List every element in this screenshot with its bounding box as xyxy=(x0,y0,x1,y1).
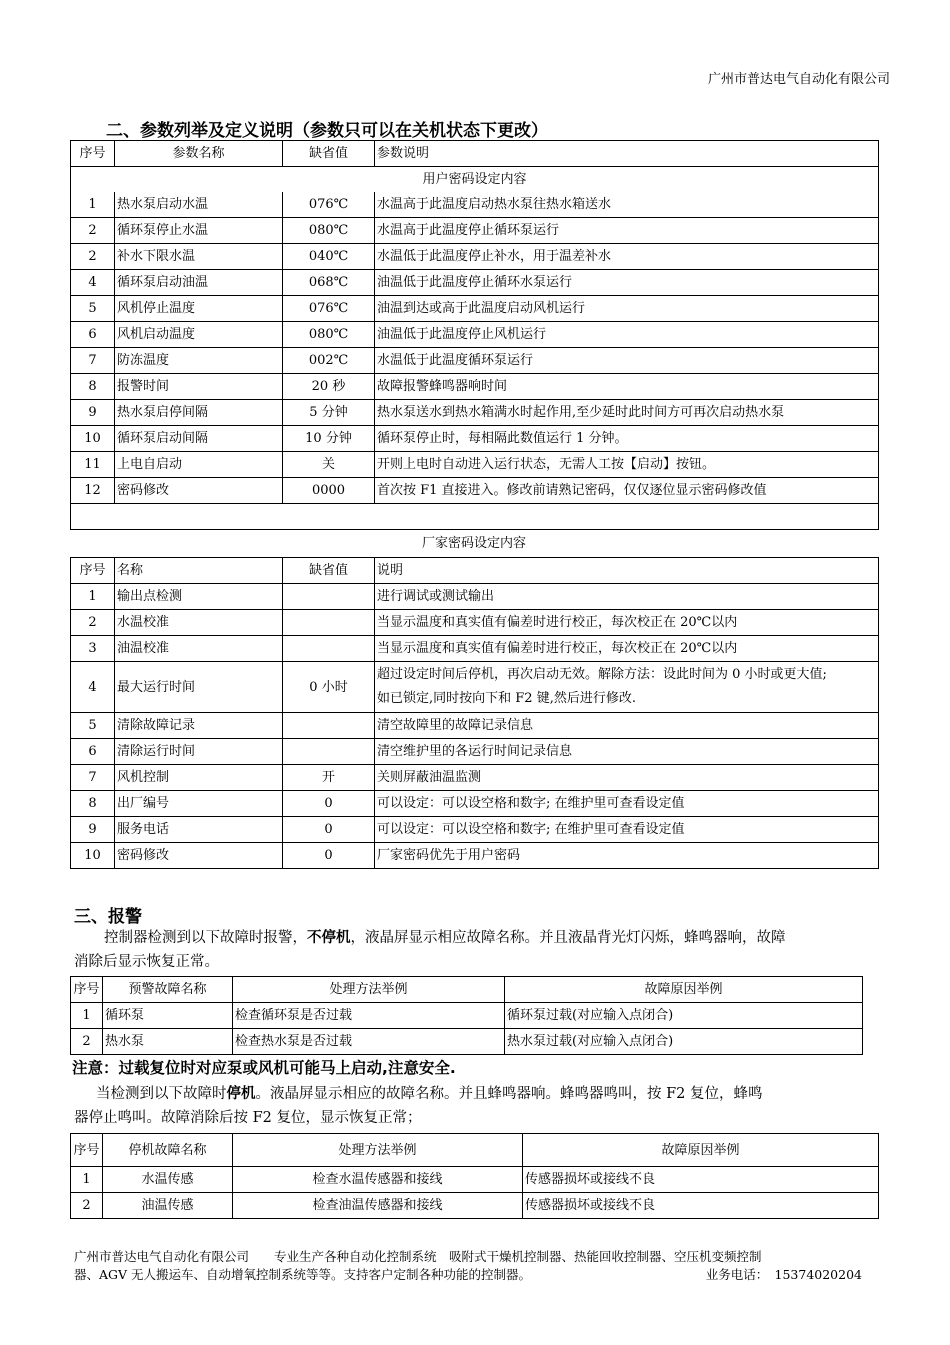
cell-no: 2 xyxy=(71,1029,103,1055)
cell-default: 068℃ xyxy=(283,270,375,296)
cell-desc xyxy=(375,662,879,713)
cell-default: 0000 xyxy=(283,478,375,504)
cell-no: 5 xyxy=(71,713,115,739)
th-desc: 参数说明 xyxy=(375,141,879,167)
table-row xyxy=(71,610,879,636)
cell-method: 检查热水泵是否过载 xyxy=(233,1029,505,1055)
cell-name: 油温校准 xyxy=(115,636,283,662)
table-row xyxy=(71,817,879,843)
cell-cause: 传感器损坏或接线不良 xyxy=(523,1193,879,1219)
table-row xyxy=(71,218,879,244)
stop-paragraph xyxy=(74,1082,874,1130)
cell-default xyxy=(283,610,375,636)
table-row xyxy=(71,426,879,452)
cell-no: 4 xyxy=(71,662,115,713)
safety-notice: 注意：过载复位时对应泵或风机可能马上启动,注意安全. xyxy=(72,1059,456,1077)
cell-default: 10 分钟 xyxy=(283,426,375,452)
cell-name: 出厂编号 xyxy=(115,791,283,817)
cell-name: 热水泵启停间隔 xyxy=(115,400,283,426)
cell-no: 10 xyxy=(71,843,115,869)
cell-name: 循环泵停止水温 xyxy=(115,218,283,244)
blank-row xyxy=(71,504,879,530)
cell-name: 服务电话 xyxy=(115,817,283,843)
cell-name: 热水泵启动水温 xyxy=(115,192,283,218)
table-row xyxy=(71,296,879,322)
cell-desc-line2: 如已锁定,同时按向下和 F2 键,然后进行修改. xyxy=(377,691,636,706)
cell-default: 0 xyxy=(283,817,375,843)
cell-no: 7 xyxy=(71,765,115,791)
cell-default: 20 秒 xyxy=(283,374,375,400)
factory-section-label: 厂家密码设定内容 xyxy=(421,536,526,551)
cell-desc: 水温高于此温度停止循环泵运行 xyxy=(375,218,879,244)
para1-b: ，液晶屏显示相应故障名称。并且液晶背光灯闪烁，蜂鸣器响，故障 xyxy=(350,930,786,946)
cell-default: 080℃ xyxy=(283,218,375,244)
cell-default: 076℃ xyxy=(283,296,375,322)
table-row xyxy=(71,739,879,765)
cell-name: 防冻温度 xyxy=(115,348,283,374)
cell-default: 080℃ xyxy=(283,322,375,348)
cell-no: 9 xyxy=(71,400,115,426)
cell-name: 循环泵启动油温 xyxy=(115,270,283,296)
cell-no: 8 xyxy=(71,791,115,817)
cell-name: 报警时间 xyxy=(115,374,283,400)
cell-desc: 热水泵送水到热水箱满水时起作用,至少延时此时间方可再次启动热水泵 xyxy=(375,400,879,426)
table-row xyxy=(71,322,879,348)
cell-no: 6 xyxy=(71,739,115,765)
cell-no: 7 xyxy=(71,348,115,374)
factory-param-table xyxy=(70,557,879,869)
table-row xyxy=(71,843,879,869)
para2-c: 器停止鸣叫。故障消除后按 F2 复位，显示恢复正常； xyxy=(74,1110,422,1126)
cell-default: 076℃ xyxy=(283,192,375,218)
cell-name: 风机停止温度 xyxy=(115,296,283,322)
cell-desc: 可以设定：可以设空格和数字; 在维护里可查看设定值 xyxy=(375,817,879,843)
cell-name: 密码修改 xyxy=(115,843,283,869)
para2-a: 当检测到以下故障时 xyxy=(96,1086,227,1102)
cell-no: 8 xyxy=(71,374,115,400)
table-row xyxy=(71,348,879,374)
footer-line1: 广州市普达电气自动化有限公司 专业生产各种自动化控制系统 吸附式干燥机控制器、热能回收控制器、空压机变频控制 xyxy=(74,1249,762,1264)
cell-default: 5 分钟 xyxy=(283,400,375,426)
th-default: 缺省值 xyxy=(283,141,375,167)
th-cause: 故障原因举例 xyxy=(505,977,863,1003)
cell-no: 6 xyxy=(71,322,115,348)
cell-cause: 传感器损坏或接线不良 xyxy=(523,1167,879,1193)
cell-no: 3 xyxy=(71,636,115,662)
cell-desc-line1: 超过设定时间后停机，再次启动无效。解除方法：设此时间为 0 小时或更大值; xyxy=(377,667,827,682)
cell-default xyxy=(283,713,375,739)
th-desc: 说明 xyxy=(375,558,879,584)
cell-cause: 热水泵过载(对应输入点闭合) xyxy=(505,1029,863,1055)
cell-default: 关 xyxy=(283,452,375,478)
table-row xyxy=(71,791,879,817)
para1-bold: 不停机 xyxy=(307,929,351,946)
stop-fault-table xyxy=(70,1133,879,1219)
cell-name: 风机启动温度 xyxy=(115,322,283,348)
cell-name: 油温传感 xyxy=(103,1193,233,1219)
cell-name: 最大运行时间 xyxy=(115,662,283,713)
cell-no: 12 xyxy=(71,478,115,504)
cell-cause: 循环泵过载(对应输入点闭合) xyxy=(505,1003,863,1029)
table-row xyxy=(71,1003,863,1029)
cell-no: 2 xyxy=(71,1193,103,1219)
cell-no: 1 xyxy=(71,584,115,610)
user-param-table xyxy=(70,140,879,530)
cell-name: 输出点检测 xyxy=(115,584,283,610)
cell-name: 上电自启动 xyxy=(115,452,283,478)
th-method: 处理方法举例 xyxy=(233,977,505,1003)
company-header: 广州市普达电气自动化有限公司 xyxy=(707,72,890,87)
cell-desc: 油温到达或高于此温度启动风机运行 xyxy=(375,296,879,322)
th-name: 名称 xyxy=(115,558,283,584)
cell-desc: 当显示温度和真实值有偏差时进行校正，每次校正在 20℃以内 xyxy=(375,610,879,636)
table-row xyxy=(71,636,879,662)
th-no: 序号 xyxy=(71,141,115,167)
table-row xyxy=(71,478,879,504)
cell-no: 2 xyxy=(71,218,115,244)
footer-line2: 器、AGV 无人搬运车、自动增氧控制系统等等。支持客户定制各种功能的控制器。 xyxy=(74,1267,532,1282)
table-row xyxy=(71,662,879,713)
alarm-paragraph xyxy=(74,926,894,974)
user-section-label: 用户密码设定内容 xyxy=(71,167,879,193)
cell-desc: 清空维护里的各运行时间记录信息 xyxy=(375,739,879,765)
cell-name: 水温传感 xyxy=(103,1167,233,1193)
para2-bold: 停机 xyxy=(226,1085,256,1102)
para2-b: 。液晶屏显示相应的故障名称。并且蜂鸣器响。蜂鸣器鸣叫，按 F2 复位，蜂鸣 xyxy=(255,1086,763,1102)
th-no: 序号 xyxy=(71,558,115,584)
section2-title: 二、参数列举及定义说明（参数只可以在关机状态下更改） xyxy=(106,121,548,141)
cell-default xyxy=(283,636,375,662)
cell-desc: 水温低于此温度循环泵运行 xyxy=(375,348,879,374)
th-no: 序号 xyxy=(71,977,103,1003)
table-row xyxy=(71,400,879,426)
cell-no: 9 xyxy=(71,817,115,843)
cell-name: 热水泵 xyxy=(103,1029,233,1055)
cell-method: 检查油温传感器和接线 xyxy=(233,1193,523,1219)
footer xyxy=(74,1248,874,1284)
cell-desc: 循环泵停止时，每相隔此数值运行 1 分钟。 xyxy=(375,426,879,452)
warning-fault-table xyxy=(70,976,863,1055)
cell-no: 11 xyxy=(71,452,115,478)
cell-no: 5 xyxy=(71,296,115,322)
cell-default: 0 xyxy=(283,791,375,817)
cell-desc: 清空故障里的故障记录信息 xyxy=(375,713,879,739)
cell-name: 密码修改 xyxy=(115,478,283,504)
cell-no: 1 xyxy=(71,1167,103,1193)
cell-name: 清除运行时间 xyxy=(115,739,283,765)
table-row xyxy=(71,270,879,296)
cell-no: 1 xyxy=(71,192,115,218)
para1-a: 控制器检测到以下故障时报警， xyxy=(104,930,307,946)
cell-no: 4 xyxy=(71,270,115,296)
table-row xyxy=(71,374,879,400)
cell-method: 检查水温传感器和接线 xyxy=(233,1167,523,1193)
cell-desc: 开则上电时自动进入运行状态，无需人工按【启动】按钮。 xyxy=(375,452,879,478)
table-row xyxy=(71,1167,879,1193)
table-row xyxy=(71,765,879,791)
cell-name: 循环泵启动间隔 xyxy=(115,426,283,452)
table-row xyxy=(71,192,879,218)
cell-name: 循环泵 xyxy=(103,1003,233,1029)
th-no: 序号 xyxy=(71,1134,103,1167)
cell-desc: 油温低于此温度停止循环水泵运行 xyxy=(375,270,879,296)
table-row xyxy=(71,584,879,610)
cell-desc: 厂家密码优先于用户密码 xyxy=(375,843,879,869)
cell-desc: 故障报警蜂鸣器响时间 xyxy=(375,374,879,400)
cell-default xyxy=(283,739,375,765)
cell-name: 风机控制 xyxy=(115,765,283,791)
cell-default: 开 xyxy=(283,765,375,791)
cell-default: 040℃ xyxy=(283,244,375,270)
cell-no: 2 xyxy=(71,610,115,636)
para1-c: 消除后显示恢复正常。 xyxy=(74,954,219,970)
cell-desc: 油温低于此温度停止风机运行 xyxy=(375,322,879,348)
cell-default: 002℃ xyxy=(283,348,375,374)
th-name: 预警故障名称 xyxy=(103,977,233,1003)
cell-name: 补水下限水温 xyxy=(115,244,283,270)
cell-desc: 水温高于此温度启动热水泵往热水箱送水 xyxy=(375,192,879,218)
cell-no: 10 xyxy=(71,426,115,452)
cell-no: 2 xyxy=(71,244,115,270)
cell-desc: 水温低于此温度停止补水，用于温差补水 xyxy=(375,244,879,270)
cell-name: 水温校准 xyxy=(115,610,283,636)
th-name: 停机故障名称 xyxy=(103,1134,233,1167)
table-row xyxy=(71,244,879,270)
table-row xyxy=(71,452,879,478)
cell-default: 0 xyxy=(283,843,375,869)
th-method: 处理方法举例 xyxy=(233,1134,523,1167)
cell-default xyxy=(283,584,375,610)
section3-title: 三、报警 xyxy=(74,907,142,927)
cell-method: 检查循环泵是否过载 xyxy=(233,1003,505,1029)
table-row xyxy=(71,713,879,739)
footer-phone: 业务电话： 15374020204 xyxy=(705,1267,862,1282)
cell-no: 1 xyxy=(71,1003,103,1029)
cell-desc: 首次按 F1 直接进入。修改前请熟记密码，仅仅逐位显示密码修改值 xyxy=(375,478,879,504)
cell-default: 0 小时 xyxy=(283,662,375,713)
table-row xyxy=(71,1029,863,1055)
table-row xyxy=(71,1193,879,1219)
th-default: 缺省值 xyxy=(283,558,375,584)
cell-desc: 进行调试或测试输出 xyxy=(375,584,879,610)
cell-name: 清除故障记录 xyxy=(115,713,283,739)
cell-desc: 当显示温度和真实值有偏差时进行校正，每次校正在 20℃以内 xyxy=(375,636,879,662)
cell-desc: 可以设定：可以设空格和数字; 在维护里可查看设定值 xyxy=(375,791,879,817)
th-cause: 故障原因举例 xyxy=(523,1134,879,1167)
cell-desc: 关则屏蔽油温监测 xyxy=(375,765,879,791)
th-name: 参数名称 xyxy=(115,141,283,167)
